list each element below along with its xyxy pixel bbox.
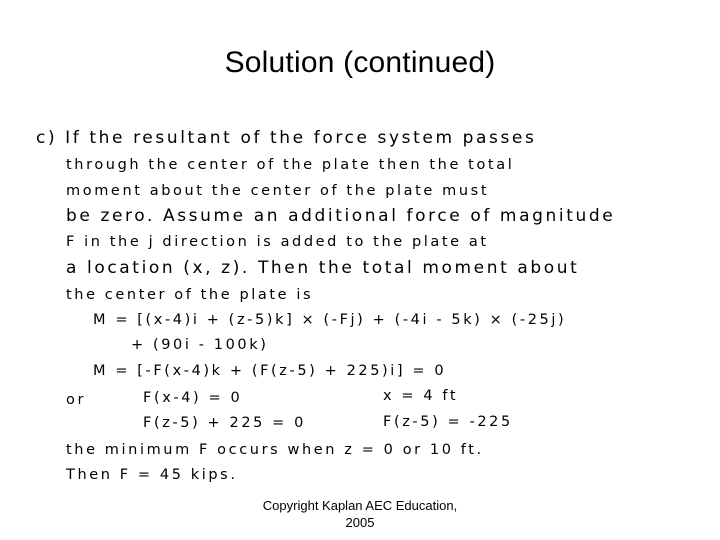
result-line: Then F = 45 kips. <box>66 467 238 483</box>
equation-4-left: F(z-5) + 225 = 0 <box>143 415 306 431</box>
copyright-line-1: Copyright Kaplan AEC Education, <box>262 498 458 513</box>
equation-4-right: F(z-5) = -225 <box>383 414 513 430</box>
equation-1: M = [(x-4)i + (z-5)k] × (-Fj) + (-4i - 5k) × (-25j) <box>93 312 567 328</box>
copyright-line-2: 2005 <box>345 515 375 530</box>
line-2: through the center of the plate then the total <box>66 157 515 173</box>
copyright-notice <box>220 497 500 531</box>
minimum-force-line: the minimum F occurs when z = 0 or 10 ft. <box>66 442 484 458</box>
line-3: moment about the center of the plate must <box>66 183 490 199</box>
equation-1-continued: + (90i - 100k) <box>131 337 269 353</box>
equation-3-right: x = 4 ft <box>383 388 459 404</box>
line-7: the center of the plate is <box>66 287 314 303</box>
line-6: a location (x, z). Then the total moment about <box>66 258 580 278</box>
line-1: c) If the resultant of the force system passes <box>36 128 537 148</box>
line-4: be zero. Assume an additional force of magnitude <box>66 206 616 226</box>
line-5: F in the j direction is added to the plate at <box>66 234 489 250</box>
equation-2: M = [-F(x-4)k + (F(z-5) + 225)i] = 0 <box>93 363 447 379</box>
or-label: or <box>66 392 87 408</box>
slide-title: Solution (continued) <box>224 46 496 79</box>
equation-3-left: F(x-4) = 0 <box>143 390 243 406</box>
